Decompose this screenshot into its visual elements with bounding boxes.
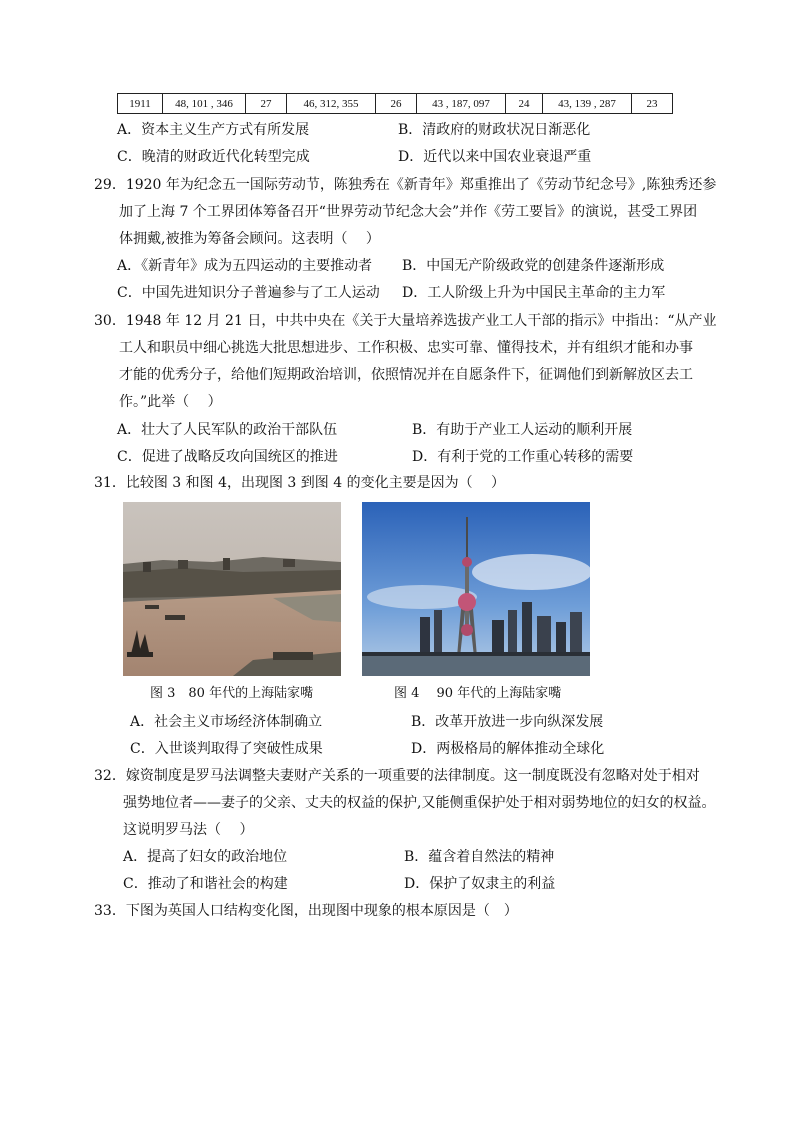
q30-option-c: C．促进了战略反攻向国统区的推进 — [117, 449, 338, 465]
q32-stem-line-3: 这说明罗马法（ ） — [123, 822, 254, 838]
q31-option-a: A．社会主义市场经济体制确立 — [130, 714, 323, 730]
q28-option-c: C．晚清的财政近代化转型完成 — [117, 149, 310, 165]
q29-option-d: D．工人阶级上升为中国民主革命的主力军 — [402, 285, 666, 301]
q30-stem-line-3: 才能的优秀分子，给他们短期政治培训，依照情况并在自愿条件下，征调他们到新解放区去工 — [119, 367, 693, 383]
q29-option-a: A．《新青年》成为五四运动的主要推动者 — [117, 258, 373, 274]
fig3-photo — [123, 502, 341, 676]
fig4-photo — [362, 502, 590, 676]
q28-option-d: D．近代以来中国农业衰退严重 — [398, 149, 592, 165]
fig4-image — [362, 502, 590, 676]
q32-option-c: C．推动了和谐社会的构建 — [123, 876, 288, 892]
table-cell: 48, 101 , 346 — [163, 94, 246, 114]
q31-option-b: B．改革开放进一步向纵深发展 — [411, 714, 604, 730]
table-cell: 43 , 187, 097 — [417, 94, 506, 114]
q29-stem-line-1: 29．1920 年为纪念五一国际劳动节，陈独秀在《新青年》郑重推出了《劳动节纪念号》,陈独秀还参 — [94, 177, 717, 193]
q32-option-d: D．保护了奴隶主的利益 — [404, 876, 556, 892]
q29-stem-line-2: 加了上海 7 个工界团体筹备召开“世界劳动节纪念大会”并作《劳工要旨》的演说，甚受工界团 — [119, 204, 698, 220]
q28-option-a: A．资本主义生产方式有所发展 — [117, 122, 310, 138]
fig3-image — [123, 502, 341, 676]
table-cell: 24 — [506, 94, 543, 114]
q30-option-d: D．有利于党的工作重心转移的需要 — [412, 449, 634, 465]
q32-stem-line-1: 32．嫁资制度是罗马法调整夫妻财产关系的一项重要的法律制度。这一制度既没有忽略对处于相对 — [94, 768, 700, 784]
table-cell: 43, 139 , 287 — [543, 94, 632, 114]
table-row — [118, 94, 673, 114]
table-cell: 26 — [376, 94, 417, 114]
finance-table — [117, 93, 673, 114]
q29-option-b: B．中国无产阶级政党的创建条件逐渐形成 — [402, 258, 665, 274]
fig4-caption: 图 4 90 年代的上海陆家嘴 — [394, 686, 562, 701]
table-cell: 46, 312, 355 — [287, 94, 376, 114]
q31-stem-line-1: 31．比较图 3 和图 4，出现图 3 到图 4 的变化主要是因为（ ） — [94, 475, 506, 491]
q29-option-c: C．中国先进知识分子普遍参与了工人运动 — [117, 285, 380, 301]
table-cell: 27 — [246, 94, 287, 114]
q31-option-d: D．两极格局的解体推动全球化 — [411, 741, 605, 757]
q32-option-b: B．蕴含着自然法的精神 — [404, 849, 555, 865]
q30-stem-line-1: 30．1948 年 12 月 21 日，中共中央在《关于大量培养选拔产业工人干部的指示》中指出：“从产业 — [94, 313, 717, 329]
table-cell: 1911 — [118, 94, 163, 114]
q31-option-c: C．入世谈判取得了突破性成果 — [130, 741, 323, 757]
q30-stem-line-2: 工人和职员中细心挑选大批思想进步、工作积极、忠实可靠、懂得技术，并有组织才能和办事 — [119, 340, 693, 356]
q30-stem-line-4: 作。”此举（ ） — [119, 394, 222, 410]
q28-option-b: B．清政府的财政状况日渐恶化 — [398, 122, 591, 138]
q33-stem-line-1: 33．下图为英国人口结构变化图，出现图中现象的根本原因是（ ） — [94, 903, 518, 919]
q29-stem-line-3: 体拥戴,被推为筹备会顾问。这表明（ ） — [119, 231, 380, 247]
table-cell: 23 — [632, 94, 673, 114]
q32-stem-line-2: 强势地位者——妻子的父亲、丈夫的权益的保护,又能侧重保护处于相对弱势地位的妇女的权益。 — [123, 795, 716, 811]
q30-option-a: A．壮大了人民军队的政治干部队伍 — [117, 422, 338, 438]
fig3-caption: 图 3 80 年代的上海陆家嘴 — [150, 686, 314, 701]
q30-option-b: B．有助于产业工人运动的顺利开展 — [412, 422, 633, 438]
q32-option-a: A．提高了妇女的政治地位 — [123, 849, 288, 865]
